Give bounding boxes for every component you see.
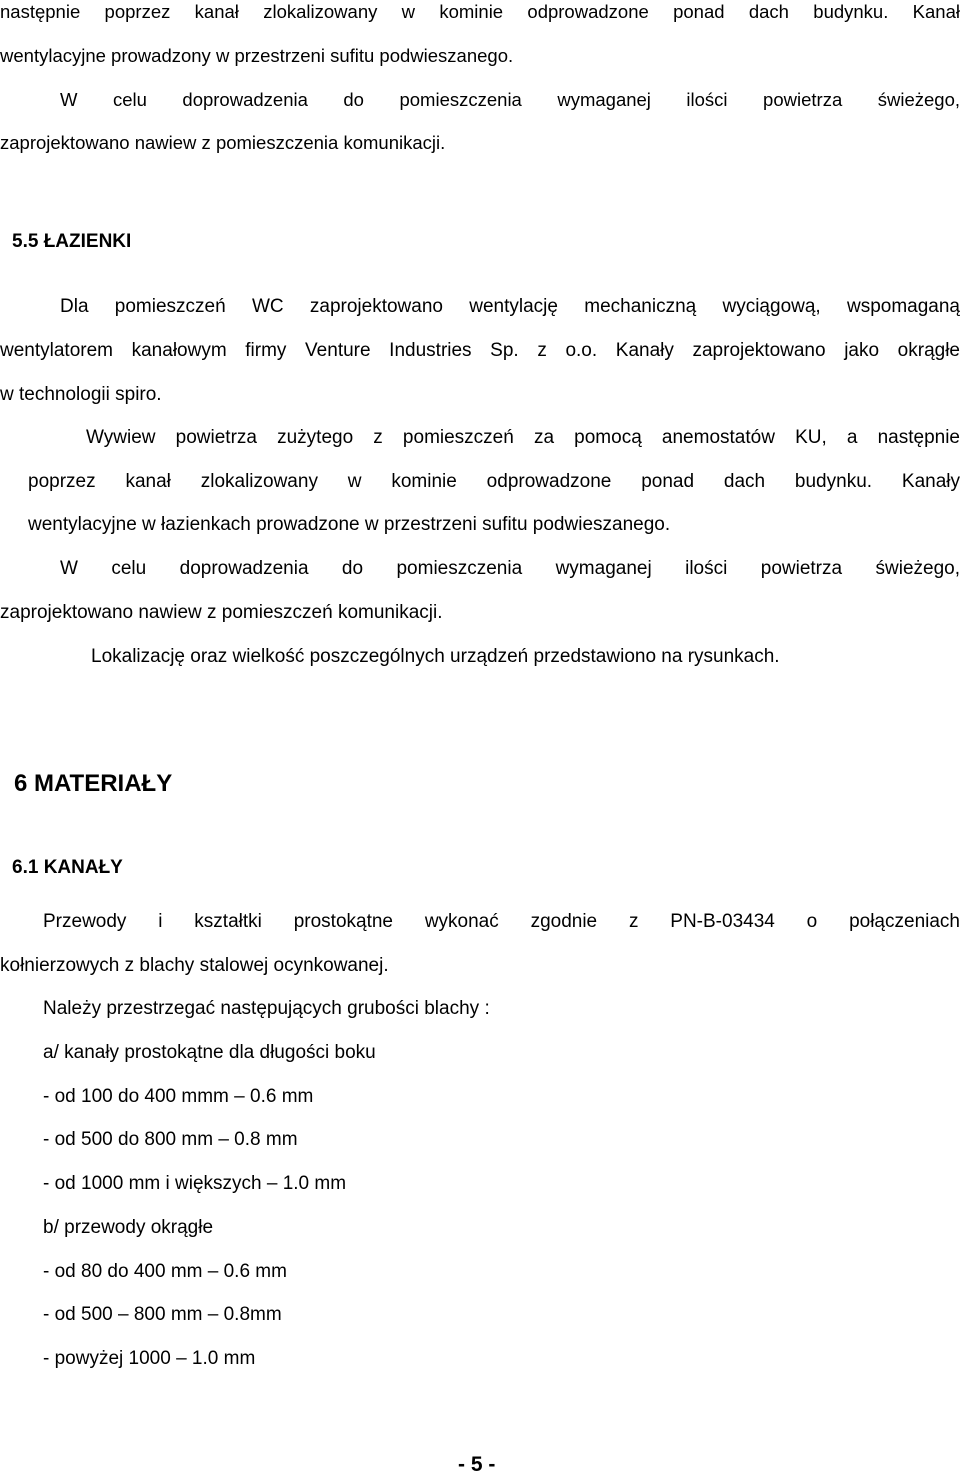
body-text-line: zaprojektowano nawiew z pomieszczeń komunikacji. [0, 602, 443, 623]
list-item: - od 500 – 800 mm – 0.8mm [43, 1304, 282, 1325]
body-text-line: W celu doprowadzenia do pomieszczenia wymaganej ilości powietrza świeżego, [60, 558, 960, 579]
body-text-line: Przewody i kształtki prostokątne wykonać zgodnie z PN-B-03434 o połączeniach [43, 911, 960, 932]
body-text-line: wentylatorem kanałowym firmy Venture Industries Sp. z o.o. Kanały zaprojektowano jako okrągłe [0, 340, 960, 361]
body-text-line: wentylacyjne prowadzony w przestrzeni sufitu podwieszanego. [0, 45, 514, 66]
body-text-line: wentylacyjne w łazienkach prowadzone w przestrzeni sufitu podwieszanego. [28, 514, 671, 535]
section-heading-6: 6 MATERIAŁY [14, 770, 173, 797]
list-item: - od 1000 mm i większych – 1.0 mm [43, 1173, 347, 1194]
body-text-line: Wywiew powietrza zużytego z pomieszczeń za pomocą anemostatów KU, a następnie [86, 427, 960, 448]
body-text-line: poprzez kanał zlokalizowany w kominie odprowadzone ponad dach budynku. Kanały [28, 471, 960, 492]
list-item: - powyżej 1000 – 1.0 mm [43, 1348, 256, 1369]
list-heading: a/ kanały prostokątne dla długości boku [43, 1042, 376, 1063]
list-item: - od 500 do 800 mm – 0.8 mm [43, 1129, 298, 1150]
list-item: - od 100 do 400 mmm – 0.6 mm [43, 1086, 314, 1107]
list-item: - od 80 do 400 mm – 0.6 mm [43, 1261, 287, 1282]
body-text-line: zaprojektowano nawiew z pomieszczenia komunikacji. [0, 132, 446, 153]
body-text-line: Lokalizację oraz wielkość poszczególnych urządzeń przedstawiono na rysunkach. [91, 646, 780, 667]
section-heading-6-1: 6.1 KANAŁY [12, 857, 123, 878]
body-text-line: Dla pomieszczeń WC zaprojektowano wentylację mechaniczną wyciągową, wspomaganą [60, 296, 960, 317]
body-text-line: kołnierzowych z blachy stalowej ocynkowanej. [0, 955, 389, 976]
page-number: - 5 - [458, 1453, 496, 1476]
section-heading-5-5: 5.5 ŁAZIENKI [12, 231, 132, 252]
body-text-line: następnie poprzez kanał zlokalizowany w kominie odprowadzone ponad dach budynku. Kanał [0, 1, 960, 22]
body-text-line: w technologii spiro. [0, 384, 162, 405]
body-text-line: Należy przestrzegać następujących grubości blachy : [43, 998, 490, 1019]
list-heading: b/ przewody okrągłe [43, 1217, 214, 1238]
body-text-line: W celu doprowadzenia do pomieszczenia wymaganej ilości powietrza świeżego, [60, 89, 960, 110]
